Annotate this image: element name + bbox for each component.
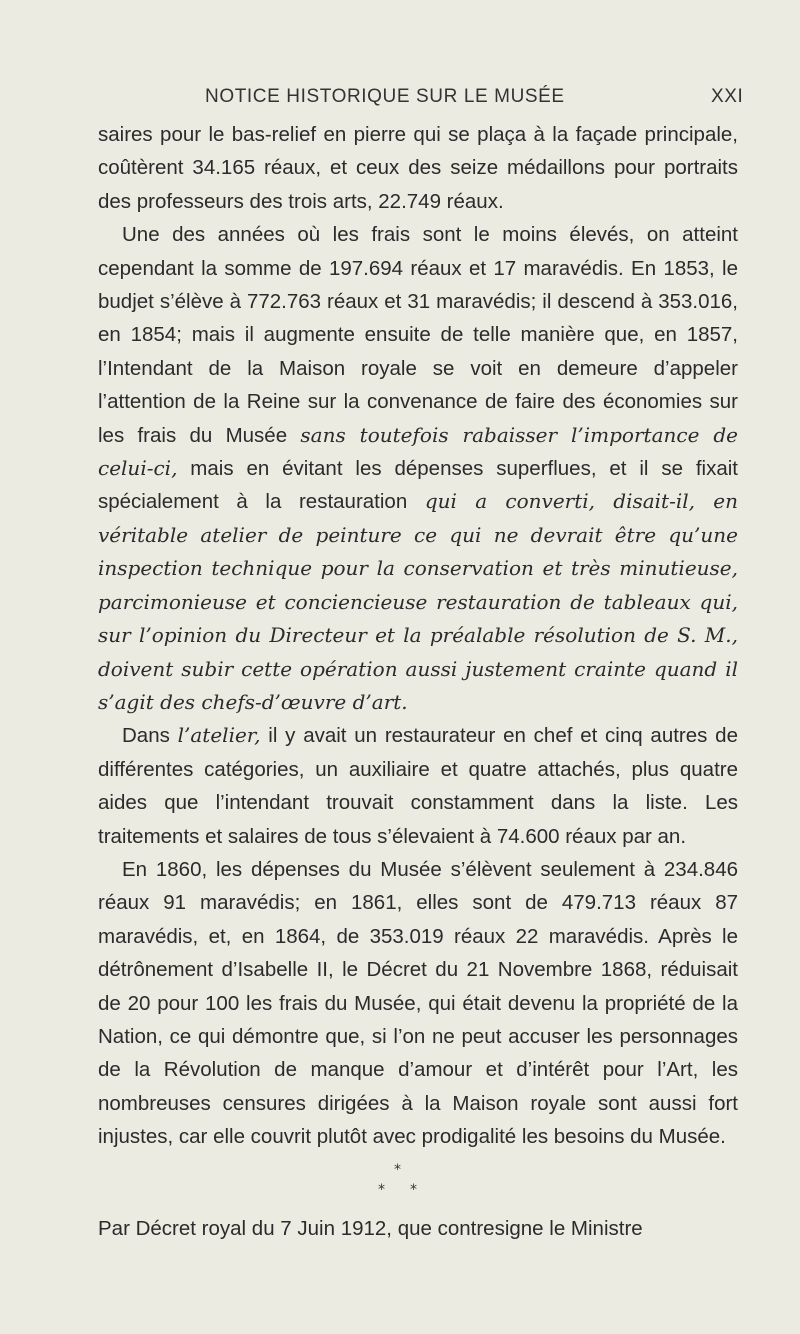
italic-quote: qui a converti, disait-il, en véritable atelier de peinture ce qui ne devrait être qu’une inspection technique pour la conservation et très minutieuse, parcimonieuse et conciencieuse restauration de tableaux qui, sur l’opinion du Directeur et la préalable résolution de S. M., doivent subir cette opération aussi justement crainte quand il s’agit des chefs-d’œuvre d’art. [98,489,738,714]
page-number: XXI [711,86,744,107]
paragraph-segment: Une des années où les frais sont le moins élevés, on atteint cependant la somme de 197.694 réaux et 17 maravédis. En 1853, le budjet s’élève à 772.763 réaux et 31 maravédis; il descend à 353.016, en 1854; mais il augmente ensuite de telle manière que, en 1857, l’Intendant de la Maison royale se voit en demeure d’appeler l’attention de la Reine sur la convenance de faire des économies sur les frais du Musée [98,223,738,447]
paragraph-segment: Dans [122,724,178,748]
italic-quote: sans toutefois rabaisser l’importance de celui-ci, [98,422,738,481]
paragraph-segment: mais en évitant les dépenses superflues, et il se fixait spécialement à la restauration [98,457,738,514]
closing-line: Par Décret royal du 7 Juin 1912, que contresigne le Ministre [98,1217,643,1240]
asterism-separator [370,1162,430,1206]
paragraph-segment: il y avait un restaurateur en chef et cinq autres de différentes catégories, un auxiliaire et quatre attachés, plus quatre aides que l’intendant trouvait constamment dans la liste. Les traitements et salaires de tous s’élevaient à 74.600 réaux par an. [98,724,738,848]
body-text [98,118,738,1154]
paragraph-1 [98,118,738,218]
running-title: NOTICE HISTORIQUE SUR LE MUSÉE [205,86,565,107]
asterisk-icon: * [410,1182,417,1198]
paragraph-3 [98,719,738,853]
paragraph-2 [98,218,738,719]
paragraph-segment: En 1860, les dépenses du Musée s’élèvent seulement à 234.846 réaux 91 maravédis; en 1861, elles sont de 479.713 réaux 87 maravédis, et, en 1864, de 353.019 réaux 22 maravédis. Après le détrônement d’Isabelle II, le Décret du 21 Novembre 1868, réduisait de 20 pour 100 les frais du Musée, qui était devenu la propriété de la Nation, ce qui démontre que, si l’on ne peut accuser les personnages de la Révolution de manque d’amour et d’intérêt pour l’Art, les nombreuses censures dirigées à la Maison royale sont aussi fort injustes, car elle couvrit plutôt avec prodigalité les besoins du Musée. [98,857,738,1149]
paragraph-4 [98,853,738,1154]
asterisk-icon: * [394,1162,401,1178]
italic-term: l’atelier, [177,723,261,748]
running-header [0,86,800,116]
asterisk-icon: * [378,1182,385,1198]
paragraph-segment: saires pour le bas-relief en pierre qui se plaça à la façade principale, coûtèrent 34.165 réaux, et ceux des seize médaillons pour portraits des professeurs des trois arts, 22.749 réaux. [98,123,738,213]
